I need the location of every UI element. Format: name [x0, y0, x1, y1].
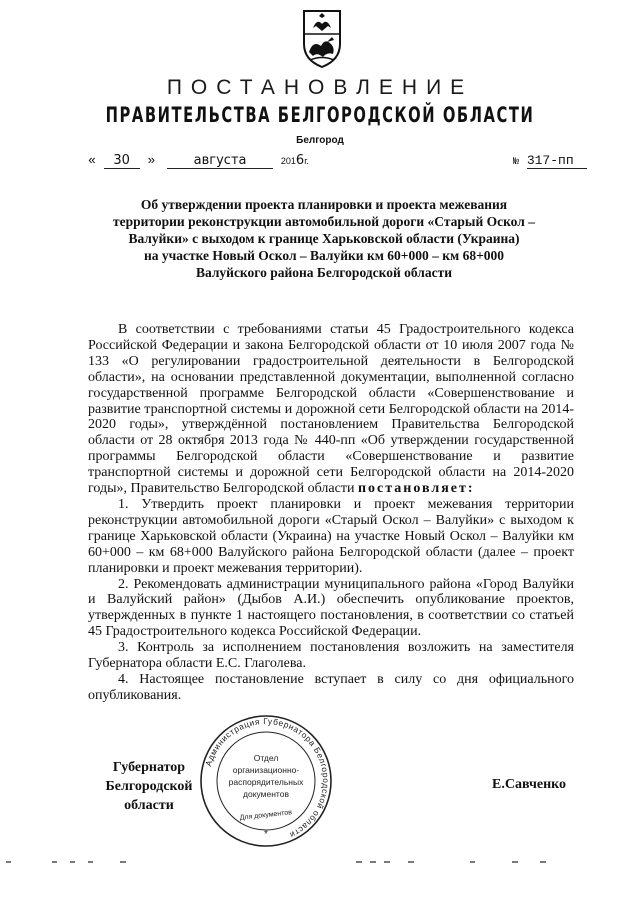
- resolution-item: 2. Рекомендовать администрации муниципального района «Город Валуйки и Валуйский район» (Дыбов А.И.) обеспечить опубликование проектов, утвержденных в пункте 1 настоящего постановления, в соответствии со статьей 45 Градостроительного кодекса Российской Федерации.: [88, 576, 574, 640]
- resolution-item: 3. Контроль за исполнением постановления возложить на заместителя Губернатора области Е.С. Глаголева.: [88, 640, 574, 672]
- date-close-quote: »: [147, 153, 156, 168]
- stamp-bottom-text: Для документов: [239, 809, 293, 822]
- date-open-quote: «: [88, 153, 96, 168]
- document-number: [513, 153, 587, 169]
- resolution-item: 4. Настоящее постановление вступает в силу со дня официального опубликования.: [88, 671, 574, 703]
- stamp-inner-line: документов: [243, 789, 289, 799]
- signatory-position: [84, 758, 214, 815]
- preamble-text: В соответствии с требованиями статьи 45 Градостроительного кодекса Российской Федерации и закона Белгородской области от 10 июля 2007 года № 133 «О регулировании градостроительной деятельности в Белгородской области», на основании представленной документации, выполненной согласно государственной программе Белгородской области «Совершенствование и развитие транспортной системы и дорожной сети Белгородской области на 2014-2020 годы», утверждённой постановлением Правительства Белгородской области от 28 октября 2013 года № 440-пп «Об утверждении государственной программы Белгородской области «Совершенствование и развитие транспортной системы и дорожной сети Белгородской области на 2014-2020 годы», Правительство Белгородской области: [88, 322, 574, 497]
- date-year-abbr: г.: [304, 156, 309, 166]
- stamp-inner-line: Отдел: [253, 753, 279, 763]
- position-line: Губернатор: [112, 760, 186, 775]
- signatory-name: Е.Савченко: [492, 777, 567, 792]
- coat-of-arms-emblem: [301, 8, 343, 70]
- document-title: [60, 196, 588, 281]
- stamp-star: *: [264, 829, 268, 840]
- resolves-word: постановляет:: [357, 481, 475, 497]
- stamp-inner-line: организационно-: [232, 765, 300, 775]
- position-line: Белгородской области: [105, 779, 193, 813]
- stamp-inner-line: распорядительных: [228, 777, 304, 787]
- document-type-heading: ПОСТАНОВЛЕНИЕ: [166, 76, 474, 99]
- title-line: на участке Новый Оскол – Валуйки км 60+000 – км 68+000: [143, 248, 505, 263]
- city-label: Белгород: [296, 135, 344, 146]
- stamp-outer-text: Администрация Губернатора Белгородской области: [203, 715, 332, 841]
- date-year-prefix: 201: [280, 156, 296, 166]
- number-prefix: №: [513, 157, 520, 168]
- resolution-item: 1. Утвердить проект планировки и проект межевания территории реконструкции автомобильной дороги «Старый Оскол – Валуйки» с выходом к границе Харьковской области (Украина) на участке Новый Оскол – Валуйки км 60+000 – км 68+000 Валуйского района Белгородской области (далее – проект планировки и проект межевания территории).: [88, 496, 574, 576]
- title-line: Валуйского района Белгородской области: [195, 265, 453, 280]
- preamble-paragraph: [88, 322, 574, 497]
- title-line: Об утверждении проекта планировки и проекта межевания: [140, 197, 508, 212]
- number-value: 317-пп: [527, 153, 587, 169]
- date-month: августа: [167, 154, 273, 169]
- document-date: [88, 153, 309, 169]
- title-line: Валуйки» с выходом к границе Харьковской области (Украина): [128, 231, 520, 246]
- official-stamp: [198, 713, 334, 849]
- date-year-suffix: 6: [295, 153, 305, 168]
- document-body: [88, 322, 574, 704]
- issuer-heading: ПРАВИТЕЛЬСТВА БЕЛГОРОДСКОЙ ОБЛАСТИ: [105, 103, 535, 127]
- date-day: 30: [104, 154, 140, 169]
- page-bottom-dashes: [0, 852, 640, 872]
- title-line: территории реконструкции автомобильной дороги «Старый Оскол –: [113, 214, 535, 229]
